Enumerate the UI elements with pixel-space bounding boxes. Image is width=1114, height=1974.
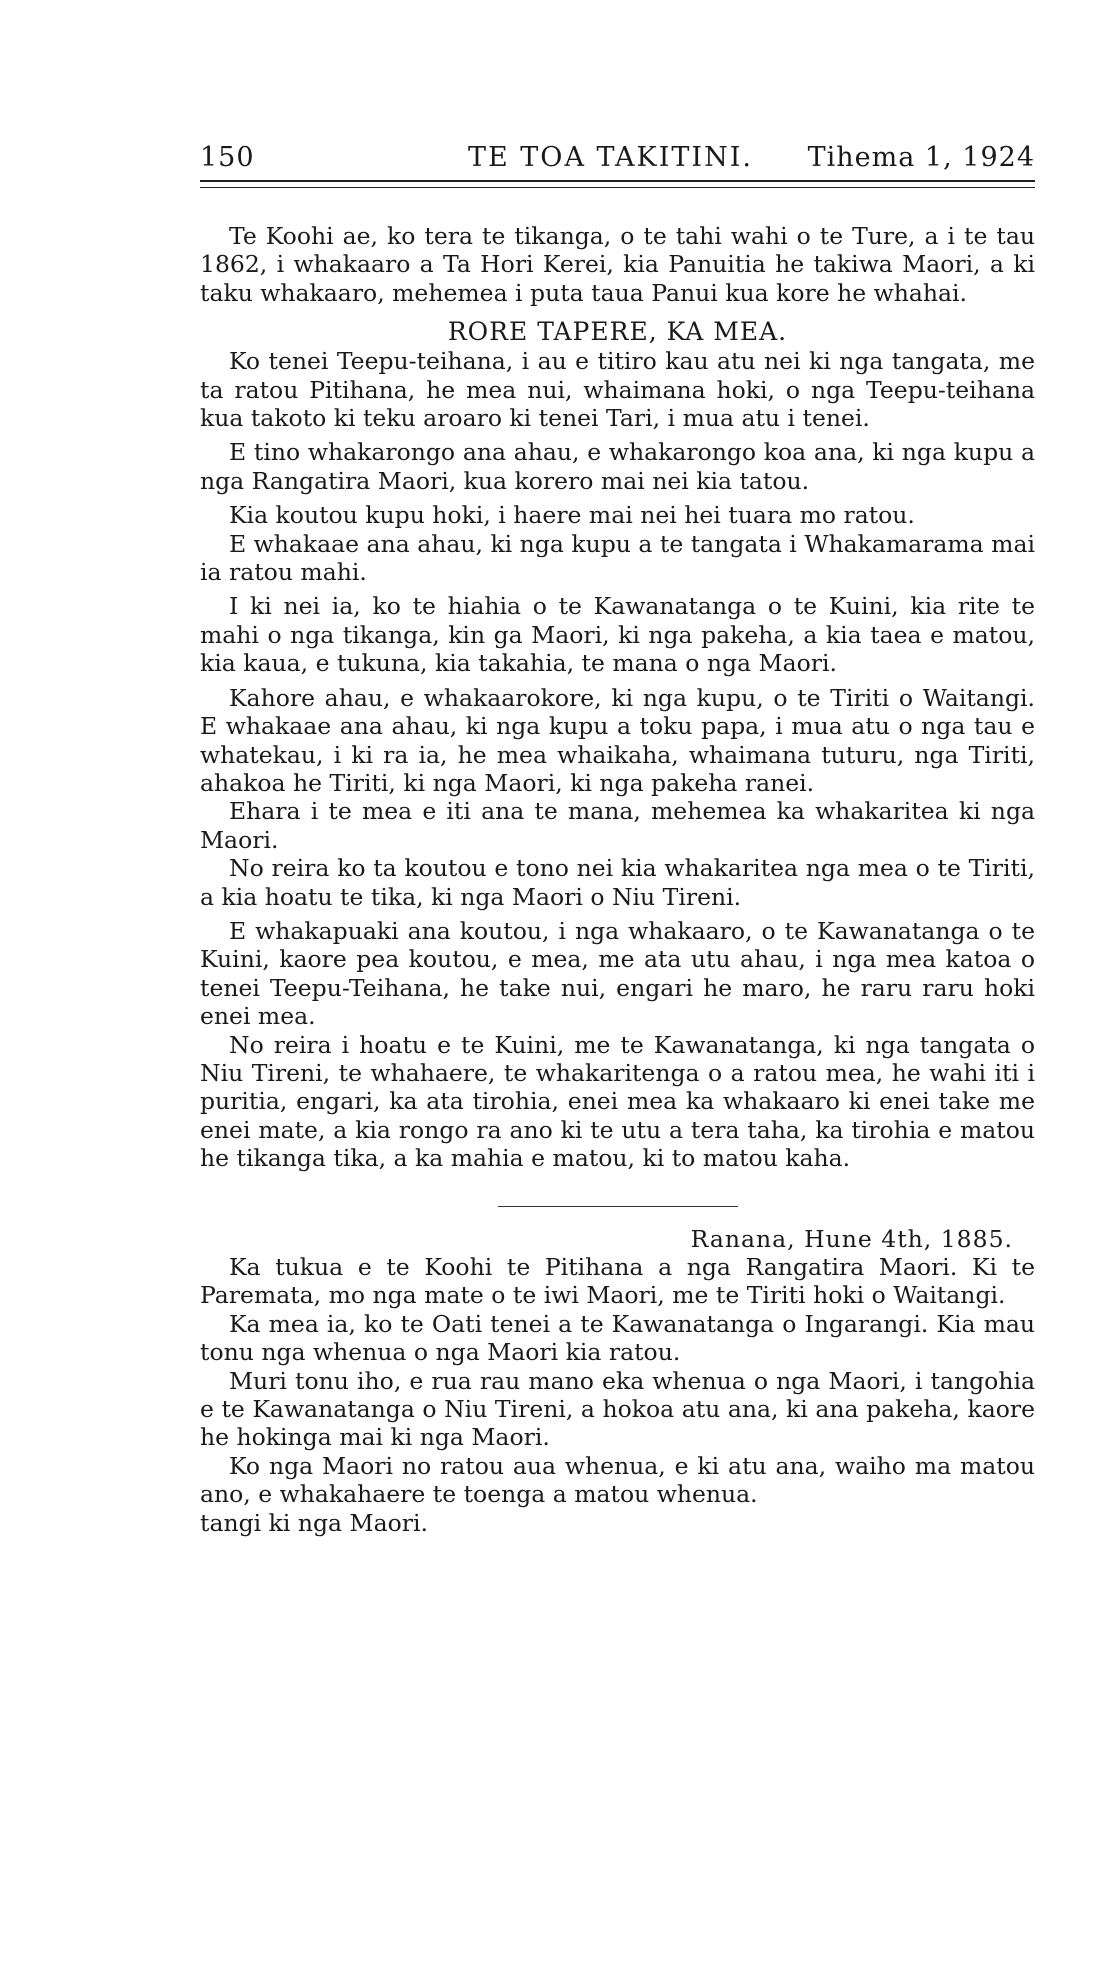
header-rule-thick bbox=[200, 180, 1035, 182]
page-number: 150 bbox=[200, 142, 255, 173]
running-header bbox=[200, 142, 1035, 182]
publication-title: TE TOA TAKITINI. bbox=[468, 142, 753, 173]
paragraph: No reira ko ta koutou e tono nei kia whakaritea nga mea o te Tiriti, a kia hoatu te tika, ki nga Maori o Niu Tireni. bbox=[200, 854, 1035, 911]
paragraph: Kahore ahau, e whakaarokore, ki nga kupu, o te Tiriti o Waitangi. E whakaae ana ahau, ki nga kupu a toku papa, i mua atu o nga tau e whatekau, i ki ra ia, he mea whaikaha, whaimana tuturu, nga Tiriti, ahakoa he Tiriti, ki nga Maori, ki nga pakeha ranei. bbox=[200, 683, 1035, 797]
paragraph: Ka mea ia, ko te Oati tenei a te Kawanatanga o Ingarangi. Kia mau tonu nga whenua o nga Maori kia ratou. bbox=[200, 1309, 1035, 1367]
paragraph: Ko tenei Teepu-teihana, i au e titiro kau atu nei ki nga tangata, me ta ratou Pitihana, he mea nui, whaimana hoki, o nga Teepu-teihana kua takoto ki teku aroaro ki tenei Tari, i mua atu i tenei. bbox=[200, 347, 1035, 433]
section-divider bbox=[498, 1206, 738, 1207]
intro-paragraph: Te Koohi ae, ko tera te tikanga, o te tahi wahi o te Ture, a i te tau 1862, i whakaaro a Ta Hori Kerei, kia Panuitia he takiwa Maori, a ki taku whakaaro, mehemea i puta taua Panui kua kore he whahai. bbox=[200, 222, 1035, 307]
paragraph: E tino whakarongo ana ahau, e whakarongo koa ana, ki nga kupu a nga Rangatira Maori, kua korero mai nei kia tatou. bbox=[200, 438, 1035, 495]
dateline: Ranana, Hune 4th, 1885. bbox=[690, 1224, 1013, 1253]
paragraph: Ka tukua e te Koohi te Pitihana a nga Rangatira Maori. Ki te Paremata, mo nga mate o te iwi Maori, me te Tiriti hoki o Waitangi. bbox=[200, 1253, 1035, 1310]
paragraph: E whakaae ana ahau, ki nga kupu a te tangata i Whakamarama mai ia ratou mahi. bbox=[200, 529, 1035, 587]
paragraph: No reira i hoatu e te Kuini, me te Kawanatanga, ki nga tangata o Niu Tireni, te whahaere, te whakaritenga o a ratou mea, he wahi iti i puritia, engari, ka ata tirohia, enei mea ka whakaaro ki enei take me enei mate, a kia rongo ra ano ki te utu a tera taha, ka tirohia e matou he tikanga tika, a ka mahia e matou, ki to matou kaha. bbox=[200, 1030, 1035, 1173]
article-body bbox=[200, 222, 1035, 1537]
paragraph: Muri tonu iho, e rua rau mano eka whenua o nga Maori, i tangohia e te Kawanatanga o Niu Tireni, a hokoa atu ana, ki ana pakeha, kaore he hokinga mai ki nga Maori. bbox=[200, 1366, 1035, 1452]
section-heading: RORE TAPERE, KA MEA. bbox=[447, 317, 788, 347]
paragraph: I ki nei ia, ko te hiahia o te Kawanatanga o te Kuini, kia rite te mahi o nga tikanga, kin ga Maori, ki nga pakeha, a kia taea e matou, kia kaua, e tukuna, kia takahia, te mana o nga Maori. bbox=[200, 592, 1035, 678]
issue-date: Tihema 1, 1924 bbox=[807, 142, 1035, 173]
header-rule-thin bbox=[200, 187, 1035, 188]
paragraph: E whakapuaki ana koutou, i nga whakaaro, o te Kawanatanga o te Kuini, kaore pea koutou, e mea, me ata utu ahau, i nga mea katoa o tenei Teepu-Teihana, he take nui, engari he maro, he raru raru hoki enei mea. bbox=[200, 916, 1035, 1031]
paragraph: Ehara i te mea e iti ana te mana, mehemea ka whakaritea ki nga Maori. bbox=[200, 797, 1035, 854]
closing-line: tangi ki nga Maori. bbox=[200, 1508, 428, 1537]
paragraph: Ko nga Maori no ratou aua whenua, e ki atu ana, waiho ma matou ano, e whakahaere te toenga a matou whenua. bbox=[200, 1451, 1035, 1509]
paragraph: Kia koutou kupu hoki, i haere mai nei hei tuara mo ratou. bbox=[229, 501, 915, 530]
